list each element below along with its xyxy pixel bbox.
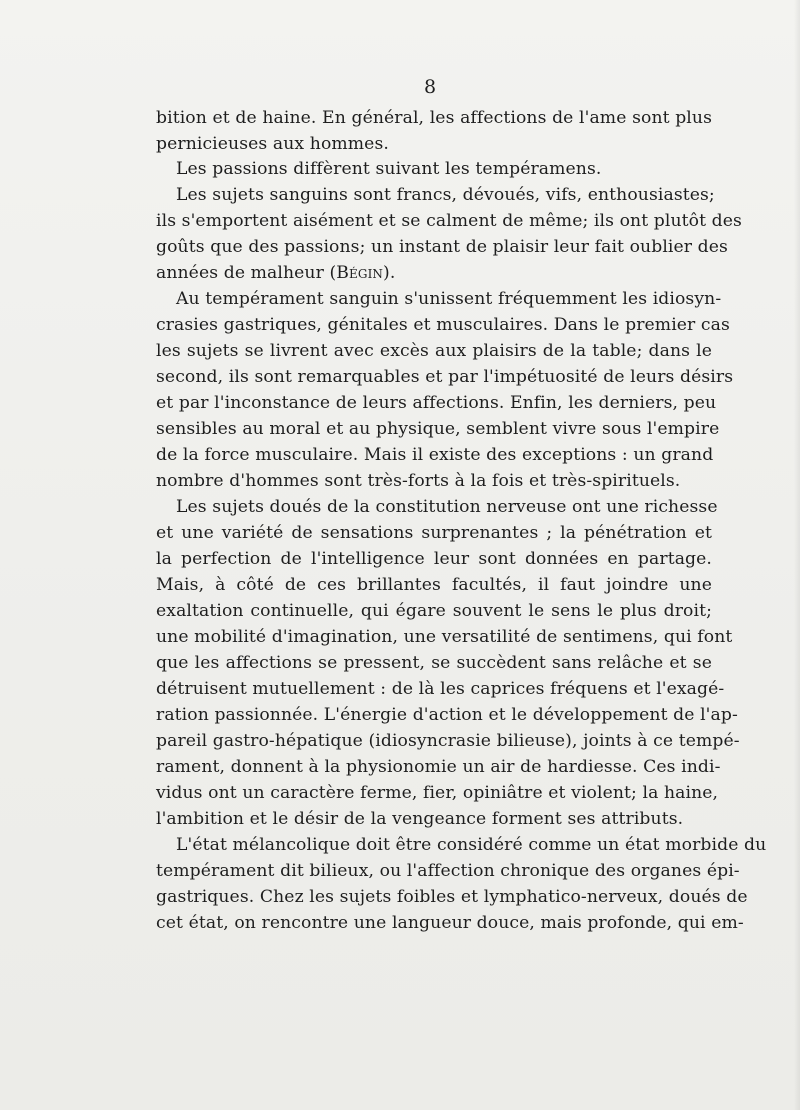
citation-close: ). xyxy=(383,263,396,283)
text-line-24: ration passionnée. L'énergie d'action et le développement de l'ap- xyxy=(156,705,738,725)
text-line-31: gastriques. Chez les sujets foibles et lymphatico-nerveux, doués de xyxy=(156,887,748,907)
text-line-8: Au tempérament sanguin s'unissent fréquemment les idiosyn- xyxy=(176,289,722,309)
text-line-20: exaltation continuelle, qui égare souvent le sens le plus droit; xyxy=(156,601,712,621)
text-line-16: Les sujets doués de la constitution nerveuse ont une richesse xyxy=(176,497,718,517)
text-line-17: et une variété de sensations surprenantes ; la pénétration et xyxy=(156,523,712,543)
text-line-5: ils s'emportent aisément et se calment de même; ils ont plutôt des xyxy=(156,211,742,231)
page-edge-shadow xyxy=(794,0,800,1110)
text-line-15: nombre d'hommes sont très-forts à la fois et très-spirituels. xyxy=(156,471,681,491)
text-line-27: vidus ont un caractère ferme, fier, opiniâtre et violent; la haine, xyxy=(156,783,719,803)
text-line-14: de la force musculaire. Mais il existe des exceptions : un grand xyxy=(156,445,714,465)
text-line-7-start: années de malheur ( xyxy=(156,263,337,283)
text-line-32: cet état, on rencontre une langueur douce, mais profonde, qui em- xyxy=(156,913,744,933)
text-line-13: sensibles au moral et au physique, semblent vivre sous l'empire xyxy=(156,419,720,439)
text-line-28: l'ambition et le désir de la vengeance forment ses attributs. xyxy=(156,809,684,829)
text-line-6: goûts que des passions; un instant de plaisir leur fait oublier des xyxy=(156,237,728,257)
text-line-1: bition et de haine. En général, les affections de l'ame sont plus xyxy=(156,108,712,128)
text-line-9: crasies gastriques, génitales et musculaires. Dans le premier cas xyxy=(156,315,730,335)
text-line-21: une mobilité d'imagination, une versatilité de sentimens, qui font xyxy=(156,627,733,647)
text-line-19: Mais, à côté de ces brillantes facultés, il faut joindre une xyxy=(156,575,712,595)
text-line-30: tempérament dit bilieux, ou l'affection chronique des organes épi- xyxy=(156,861,740,881)
citation-name: Bégin xyxy=(336,263,384,283)
text-line-4: Les sujets sanguins sont francs, dévoués, vifs, enthousiastes; xyxy=(176,185,715,205)
text-line-7 xyxy=(156,261,712,285)
text-line-11: second, ils sont remarquables et par l'impétuosité de leurs désirs xyxy=(156,367,734,387)
text-line-29: L'état mélancolique doit être considéré comme un état morbide du xyxy=(176,835,767,855)
text-line-3: Les passions diffèrent suivant les tempéramens. xyxy=(176,159,602,179)
text-line-26: rament, donnent à la physionomie un air de hardiesse. Ces indi- xyxy=(156,757,721,777)
page-number: 8 xyxy=(424,76,437,98)
text-line-12: et par l'inconstance de leurs affections. Enfin, les derniers, peu xyxy=(156,393,717,413)
text-line-2: pernicieuses aux hommes. xyxy=(156,134,389,154)
text-line-23: détruisent mutuellement : de là les caprices fréquens et l'exagé- xyxy=(156,679,725,699)
text-line-10: les sujets se livrent avec excès aux plaisirs de la table; dans le xyxy=(156,341,712,361)
text-line-22: que les affections se pressent, se succèdent sans relâche et se xyxy=(156,653,712,673)
text-line-25: pareil gastro-hépatique (idiosyncrasie bilieuse), joints à ce tempé- xyxy=(156,731,740,751)
text-line-18: la perfection de l'intelligence leur sont données en partage. xyxy=(156,549,712,569)
